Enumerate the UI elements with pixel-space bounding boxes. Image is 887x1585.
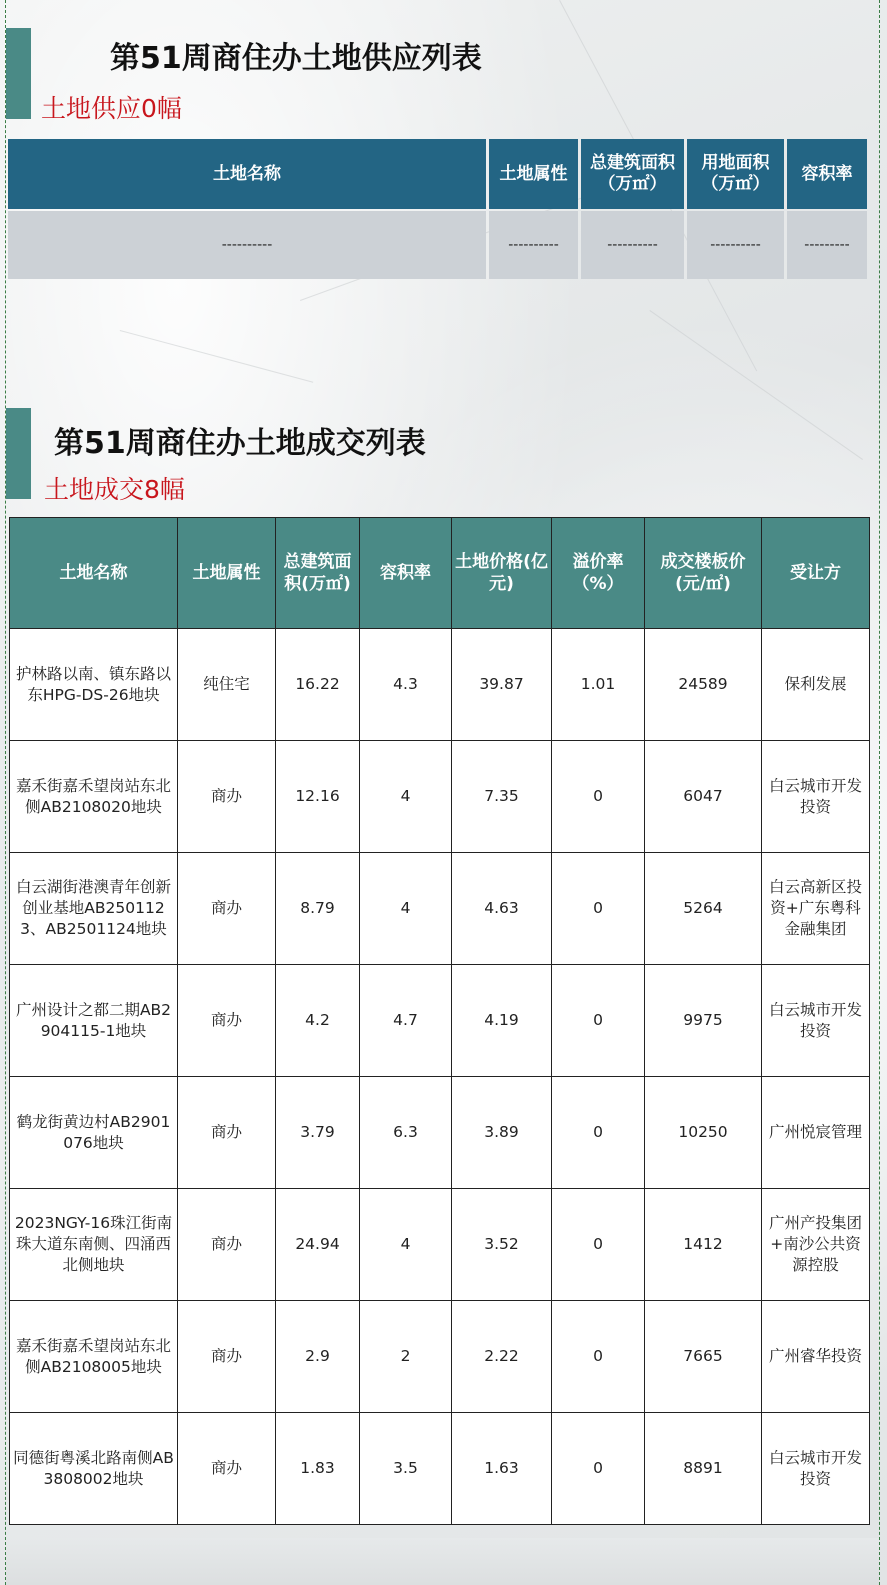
premium-rate-cell: 0 bbox=[552, 965, 645, 1077]
table-row bbox=[10, 1413, 870, 1525]
land-type-cell: 商办 bbox=[178, 1301, 276, 1413]
plot-ratio-cell: 3.5 bbox=[360, 1413, 452, 1525]
table-row bbox=[8, 211, 867, 279]
table-row bbox=[10, 965, 870, 1077]
deal-section-title: 第51周商住办土地成交列表 bbox=[54, 426, 426, 461]
deal-count-label: 土地成交8幅 bbox=[44, 475, 185, 504]
plot-ratio-cell: 4 bbox=[360, 1189, 452, 1301]
land-type-cell: 商办 bbox=[178, 853, 276, 965]
land-price-cell: 3.89 bbox=[452, 1077, 552, 1189]
table-row bbox=[10, 1077, 870, 1189]
table-row bbox=[10, 853, 870, 965]
land-type-cell: 商办 bbox=[178, 965, 276, 1077]
floor-price-cell: 1412 bbox=[645, 1189, 762, 1301]
premium-rate-cell: 0 bbox=[552, 1413, 645, 1525]
land-price-cell: 7.35 bbox=[452, 741, 552, 853]
buyer-cell: 广州睿华投资 bbox=[762, 1301, 870, 1413]
building-area-cell: 3.79 bbox=[276, 1077, 360, 1189]
deal-header-building-area: 总建筑面积(万㎡) bbox=[276, 518, 360, 629]
supply-count-label: 土地供应0幅 bbox=[41, 94, 182, 123]
deal-header-land-price: 土地价格(亿元) bbox=[452, 518, 552, 629]
land-type-cell: 商办 bbox=[178, 1077, 276, 1189]
section-accent-bar bbox=[6, 28, 31, 119]
supply-cell: ---------- bbox=[581, 211, 684, 279]
table-row bbox=[10, 629, 870, 741]
plot-ratio-cell: 4.7 bbox=[360, 965, 452, 1077]
plot-ratio-cell: 4 bbox=[360, 741, 452, 853]
plot-ratio-cell: 2 bbox=[360, 1301, 452, 1413]
land-price-cell: 3.52 bbox=[452, 1189, 552, 1301]
land-type-cell: 纯住宅 bbox=[178, 629, 276, 741]
plot-ratio-cell: 4 bbox=[360, 853, 452, 965]
deal-header-floor-price: 成交楼板价(元/㎡) bbox=[645, 518, 762, 629]
land-name-cell: 鹤龙街黄边村AB2901076地块 bbox=[10, 1077, 178, 1189]
land-type-cell: 商办 bbox=[178, 741, 276, 853]
bottom-marble-strip bbox=[6, 1538, 879, 1585]
floor-price-cell: 7665 bbox=[645, 1301, 762, 1413]
land-type-cell: 商办 bbox=[178, 1413, 276, 1525]
premium-rate-cell: 0 bbox=[552, 1077, 645, 1189]
supply-cell: ---------- bbox=[687, 211, 784, 279]
supply-header-plot-ratio: 容积率 bbox=[787, 139, 867, 209]
building-area-cell: 24.94 bbox=[276, 1189, 360, 1301]
land-type-cell: 商办 bbox=[178, 1189, 276, 1301]
building-area-cell: 2.9 bbox=[276, 1301, 360, 1413]
land-name-cell: 同德街粤溪北路南侧AB3808002地块 bbox=[10, 1413, 178, 1525]
supply-table bbox=[5, 137, 870, 281]
supply-cell: ---------- bbox=[8, 211, 486, 279]
supply-header-building-area: 总建筑面积（万㎡） bbox=[581, 139, 684, 209]
building-area-cell: 4.2 bbox=[276, 965, 360, 1077]
premium-rate-cell: 0 bbox=[552, 853, 645, 965]
land-price-cell: 1.63 bbox=[452, 1413, 552, 1525]
supply-header-row bbox=[8, 139, 867, 209]
land-price-cell: 2.22 bbox=[452, 1301, 552, 1413]
premium-rate-cell: 0 bbox=[552, 1301, 645, 1413]
land-name-cell: 白云湖街港澳青年创新创业基地AB2501123、AB2501124地块 bbox=[10, 853, 178, 965]
table-row bbox=[10, 741, 870, 853]
land-name-cell: 2023NGY-16珠江街南珠大道东南侧、四涌西北侧地块 bbox=[10, 1189, 178, 1301]
deal-header-land-name: 土地名称 bbox=[10, 518, 178, 629]
land-name-cell: 嘉禾街嘉禾望岗站东北侧AB2108020地块 bbox=[10, 741, 178, 853]
premium-rate-cell: 0 bbox=[552, 1189, 645, 1301]
supply-header-site-area: 用地面积（万㎡） bbox=[687, 139, 784, 209]
building-area-cell: 8.79 bbox=[276, 853, 360, 965]
supply-cell: --------- bbox=[787, 211, 867, 279]
deal-table bbox=[9, 517, 870, 1525]
building-area-cell: 16.22 bbox=[276, 629, 360, 741]
table-row bbox=[10, 1189, 870, 1301]
building-area-cell: 1.83 bbox=[276, 1413, 360, 1525]
buyer-cell: 白云城市开发投资 bbox=[762, 965, 870, 1077]
floor-price-cell: 6047 bbox=[645, 741, 762, 853]
buyer-cell: 白云城市开发投资 bbox=[762, 1413, 870, 1525]
premium-rate-cell: 1.01 bbox=[552, 629, 645, 741]
deal-header-premium-rate: 溢价率（%） bbox=[552, 518, 645, 629]
floor-price-cell: 10250 bbox=[645, 1077, 762, 1189]
land-price-cell: 39.87 bbox=[452, 629, 552, 741]
buyer-cell: 广州悦宸管理 bbox=[762, 1077, 870, 1189]
supply-cell: ---------- bbox=[489, 211, 578, 279]
table-row bbox=[10, 1301, 870, 1413]
section-accent-bar bbox=[6, 408, 31, 499]
buyer-cell: 广州产投集团+南沙公共资源控股 bbox=[762, 1189, 870, 1301]
supply-header-land-type: 土地属性 bbox=[489, 139, 578, 209]
plot-ratio-cell: 6.3 bbox=[360, 1077, 452, 1189]
floor-price-cell: 5264 bbox=[645, 853, 762, 965]
deal-header-row bbox=[10, 518, 870, 629]
buyer-cell: 白云城市开发投资 bbox=[762, 741, 870, 853]
premium-rate-cell: 0 bbox=[552, 741, 645, 853]
floor-price-cell: 8891 bbox=[645, 1413, 762, 1525]
land-name-cell: 护林路以南、镇东路以东HPG-DS-26地块 bbox=[10, 629, 178, 741]
supply-header-land-name: 土地名称 bbox=[8, 139, 486, 209]
floor-price-cell: 9975 bbox=[645, 965, 762, 1077]
land-name-cell: 广州设计之都二期AB2904115-1地块 bbox=[10, 965, 178, 1077]
land-name-cell: 嘉禾街嘉禾望岗站东北侧AB2108005地块 bbox=[10, 1301, 178, 1413]
floor-price-cell: 24589 bbox=[645, 629, 762, 741]
plot-ratio-cell: 4.3 bbox=[360, 629, 452, 741]
building-area-cell: 12.16 bbox=[276, 741, 360, 853]
deal-header-land-type: 土地属性 bbox=[178, 518, 276, 629]
deal-header-buyer: 受让方 bbox=[762, 518, 870, 629]
supply-section-title: 第51周商住办土地供应列表 bbox=[110, 41, 482, 76]
land-price-cell: 4.19 bbox=[452, 965, 552, 1077]
buyer-cell: 白云高新区投资+广东粤科金融集团 bbox=[762, 853, 870, 965]
land-price-cell: 4.63 bbox=[452, 853, 552, 965]
deal-header-plot-ratio: 容积率 bbox=[360, 518, 452, 629]
buyer-cell: 保利发展 bbox=[762, 629, 870, 741]
